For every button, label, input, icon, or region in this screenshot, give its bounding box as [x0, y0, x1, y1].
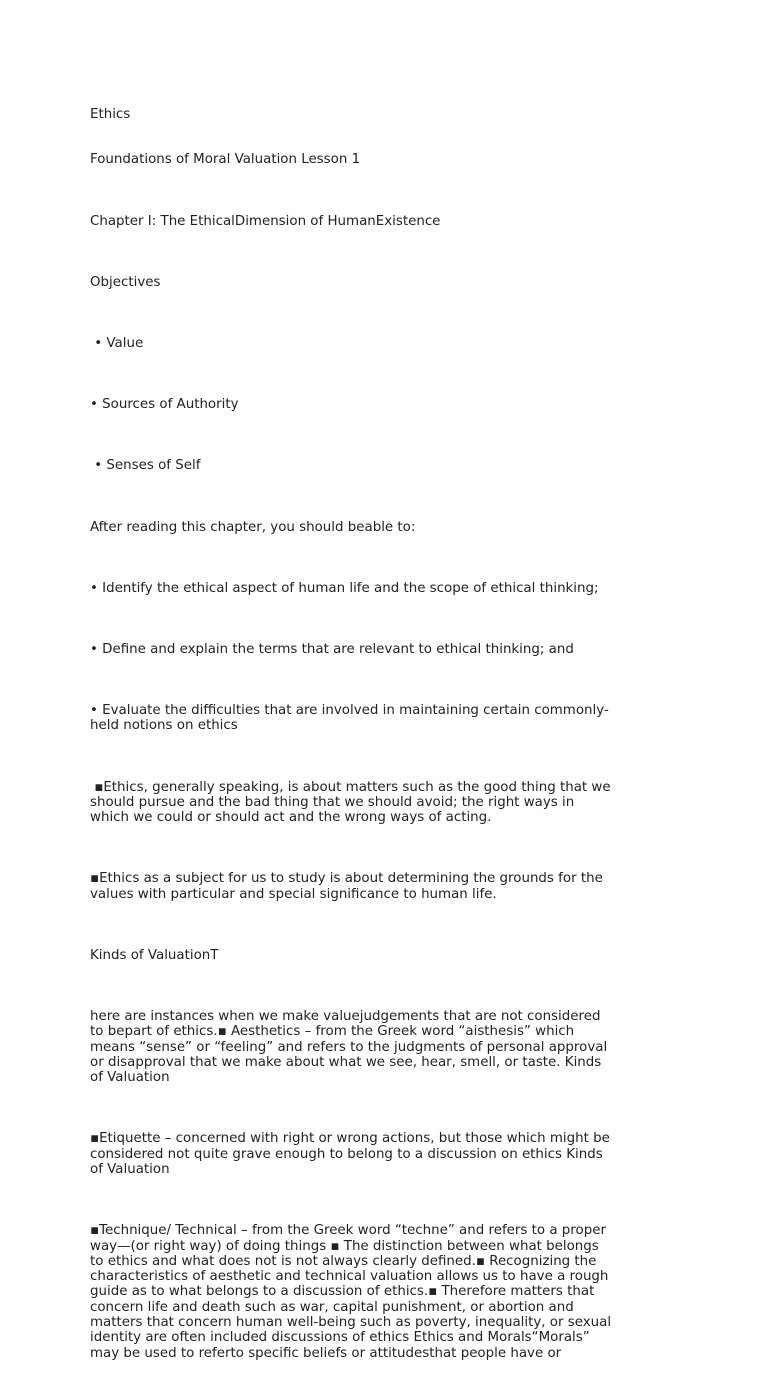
objective-senses-of-self: • Senses of Self [90, 458, 201, 474]
goal-identify: • Identify the ethical aspect of human life and the scope of ethical thinking; [90, 580, 599, 596]
ethics-general-paragraph: ▪Ethics, generally speaking, is about matters such as the good thing that we should pursue and the bad thing that we should avoid; the right ways in which we could or should act and the wrong ways of acting. [90, 779, 611, 826]
etiquette-paragraph: ▪Etiquette – concerned with right or wrong actions, but those which might be considered not quite grave enough to belong to a discussion on ethics Kinds of Valuation [90, 1131, 610, 1178]
kinds-of-valuation-heading: Kinds of ValuationT [90, 947, 219, 963]
objectives-heading: Objectives [90, 274, 161, 290]
chapter-heading: Chapter I: The EthicalDimension of HumanExistence [90, 213, 441, 229]
document-subtitle: Foundations of Moral Valuation Lesson 1 [90, 152, 361, 168]
intro-paragraph: After reading this chapter, you should beable to: [90, 519, 416, 535]
ethics-subject-paragraph: ▪Ethics as a subject for us to study is about determining the grounds for the values with particular and special significance to human life. [90, 871, 603, 902]
document-title: Ethics [90, 106, 131, 122]
aesthetics-paragraph: here are instances when we make valuejudgements that are not considered to bepart of ethics.▪ Aesthetics – from the Greek word “aisthesis” which means “sense” or “feeling” and refers to the judgments of personal approval or disapproval that we make about what we see, hear, smell, or taste. Kinds of Valuation [90, 1009, 608, 1086]
technique-paragraph: ▪Technique/ Technical – from the Greek word “techne” and refers to a proper way—(or right way) of doing things ▪ The distinction between what belongs to ethics and what does not is not always clearly defined.▪ Recognizing the characteristics of aesthetic and technical valuation allows us to have a rough guide as to what belongs to a discussion of ethics.▪ Therefore matters that concern life and death such as war, capital punishment, or abortion and matters that concern human well-being such as poverty, inequality, or sexual identity are often included discussions of ethics Ethics and Morals“Morals” may be used to referto specific beliefs or attitudesthat people have or [90, 1223, 612, 1361]
goal-evaluate: • Evaluate the difficulties that are involved in maintaining certain commonly- held notions on ethics [90, 703, 609, 734]
objective-value: • Value [90, 336, 144, 352]
document-page [90, 76, 690, 1376]
objective-sources-of-authority: • Sources of Authority [90, 397, 239, 413]
goal-define: • Define and explain the terms that are relevant to ethical thinking; and [90, 641, 574, 657]
